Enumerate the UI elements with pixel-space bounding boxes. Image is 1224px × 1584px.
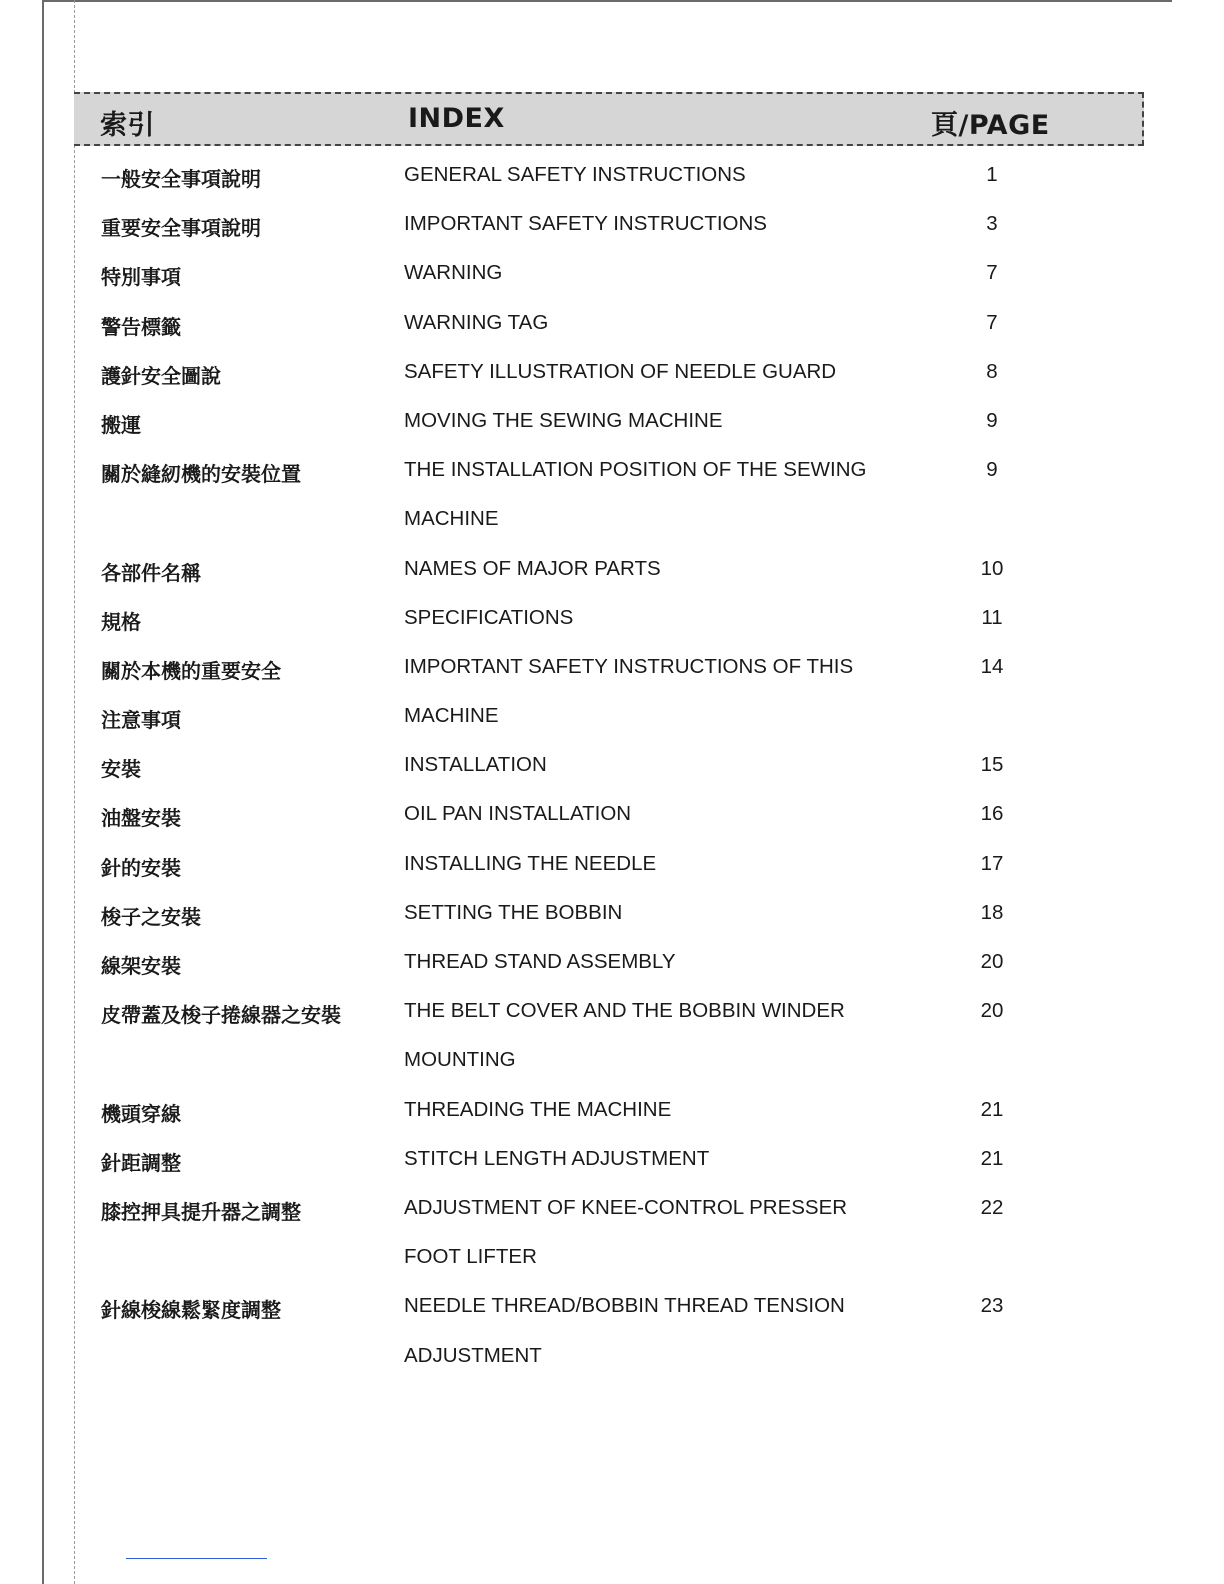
entry-chinese: 油盤安裝 <box>101 806 181 831</box>
index-row <box>0 204 1224 253</box>
entry-chinese: 護針安全圖說 <box>101 363 221 388</box>
entry-chinese: 針線梭線鬆緊度調整 <box>101 1298 281 1323</box>
index-row <box>0 253 1224 302</box>
entry-english: FOOT LIFTER <box>404 1245 537 1269</box>
entry-english: STITCH LENGTH ADJUSTMENT <box>404 1146 710 1170</box>
entry-english: WARNING TAG <box>404 310 549 334</box>
entry-english: ADJUSTMENT <box>404 1343 542 1367</box>
entry-english: SETTING THE BOBBIN <box>404 900 623 924</box>
entry-chinese: 特別事項 <box>101 265 181 290</box>
entry-english: INSTALLATION <box>404 753 547 777</box>
entry-english: NEEDLE THREAD/BOBBIN THREAD TENSION <box>404 1294 845 1318</box>
entry-english: GENERAL SAFETY INSTRUCTIONS <box>404 163 746 186</box>
entry-chinese: 安裝 <box>101 757 141 782</box>
index-row-continuation <box>0 1336 1224 1385</box>
entry-page-number: 8 <box>986 359 998 383</box>
index-row <box>0 598 1224 647</box>
entry-page-number: 23 <box>980 1294 1004 1318</box>
entry-chinese: 針的安裝 <box>101 855 181 880</box>
entry-page-number: 9 <box>986 408 998 432</box>
entry-english: WARNING <box>404 261 503 285</box>
entry-page-number: 20 <box>980 950 1004 973</box>
entry-chinese: 線架安裝 <box>101 954 181 978</box>
index-row <box>0 1286 1224 1335</box>
index-row <box>0 942 1224 991</box>
entry-english: THE INSTALLATION POSITION OF THE SEWING <box>404 458 867 482</box>
index-title-chinese: 索引 <box>100 110 155 141</box>
entry-english: MACHINE <box>404 507 499 531</box>
entry-chinese: 膝控押具提升器之調整 <box>101 1199 301 1224</box>
entry-page-number: 10 <box>980 556 1004 580</box>
index-row <box>0 155 1224 204</box>
entry-page-number: 16 <box>980 802 1004 826</box>
index-row <box>0 401 1224 450</box>
entry-english: SPECIFICATIONS <box>404 605 574 629</box>
index-row <box>0 450 1224 499</box>
index-row-continuation <box>0 499 1224 548</box>
entry-english: ADJUSTMENT OF KNEE-CONTROL PRESSER <box>404 1195 848 1219</box>
index-row <box>0 991 1224 1040</box>
entry-english: THE BELT COVER AND THE BOBBIN WINDER <box>404 999 845 1023</box>
footer-rule <box>126 1558 267 1559</box>
entry-page-number: 15 <box>980 753 1004 777</box>
entry-english: SAFETY ILLUSTRATION OF NEEDLE GUARD <box>404 359 837 383</box>
entry-chinese: 重要安全事項說明 <box>101 216 261 241</box>
entry-page-number: 1 <box>986 163 998 186</box>
entry-page-number: 14 <box>980 654 1004 678</box>
index-row-continuation <box>0 1040 1224 1089</box>
entry-chinese: 搬運 <box>101 412 141 437</box>
entry-page-number: 22 <box>980 1195 1004 1219</box>
index-row <box>0 647 1224 696</box>
entry-page-number: 7 <box>986 261 998 285</box>
entry-chinese: 警告標籤 <box>101 314 181 339</box>
index-row <box>0 745 1224 794</box>
entry-page-number: 21 <box>980 1097 1004 1121</box>
index-row <box>0 303 1224 352</box>
entry-english: MACHINE <box>404 704 499 728</box>
entry-chinese: 一般安全事項說明 <box>101 167 261 191</box>
entry-english: THREADING THE MACHINE <box>404 1097 672 1121</box>
entry-chinese: 梭子之安裝 <box>101 904 201 929</box>
index-entries <box>0 155 1224 1385</box>
entry-english: OIL PAN INSTALLATION <box>404 802 632 826</box>
page-column-title: 頁/PAGE <box>931 110 1050 141</box>
index-header-bar <box>74 92 1144 146</box>
entry-chinese: 關於縫紉機的安裝位置 <box>101 462 301 487</box>
entry-english: THREAD STAND ASSEMBLY <box>404 950 676 973</box>
entry-english: MOVING THE SEWING MACHINE <box>404 408 723 432</box>
index-title-english: INDEX <box>408 103 505 134</box>
entry-chinese: 規格 <box>101 609 141 634</box>
index-row <box>0 893 1224 942</box>
entry-page-number: 17 <box>980 851 1004 875</box>
entry-chinese: 關於本機的重要安全 <box>101 658 281 683</box>
entry-english: MOUNTING <box>404 1048 516 1072</box>
entry-chinese: 注意事項 <box>101 708 181 733</box>
index-row-continuation <box>0 1237 1224 1286</box>
index-row <box>0 844 1224 893</box>
index-row <box>0 1139 1224 1188</box>
entry-chinese: 各部件名稱 <box>101 560 201 585</box>
index-row <box>0 549 1224 598</box>
entry-page-number: 3 <box>986 212 998 236</box>
entry-chinese: 針距調整 <box>101 1150 181 1175</box>
entry-page-number: 7 <box>986 310 998 334</box>
entry-page-number: 11 <box>981 605 1003 629</box>
entry-page-number: 9 <box>986 458 998 482</box>
index-row <box>0 794 1224 843</box>
entry-english: IMPORTANT SAFETY INSTRUCTIONS <box>404 212 767 236</box>
index-row <box>0 352 1224 401</box>
index-row <box>0 1188 1224 1237</box>
index-row <box>0 1090 1224 1139</box>
entry-chinese: 皮帶蓋及梭子捲線器之安裝 <box>101 1003 341 1028</box>
entry-english: INSTALLING THE NEEDLE <box>404 851 657 875</box>
entry-page-number: 21 <box>980 1146 1004 1170</box>
entry-english: IMPORTANT SAFETY INSTRUCTIONS OF THIS <box>404 654 854 678</box>
index-row-continuation <box>0 696 1224 745</box>
entry-page-number: 18 <box>980 900 1004 924</box>
page-border-top <box>42 0 1172 2</box>
entry-english: NAMES OF MAJOR PARTS <box>404 556 661 580</box>
entry-chinese: 機頭穿線 <box>101 1101 181 1126</box>
entry-page-number: 20 <box>980 999 1004 1023</box>
